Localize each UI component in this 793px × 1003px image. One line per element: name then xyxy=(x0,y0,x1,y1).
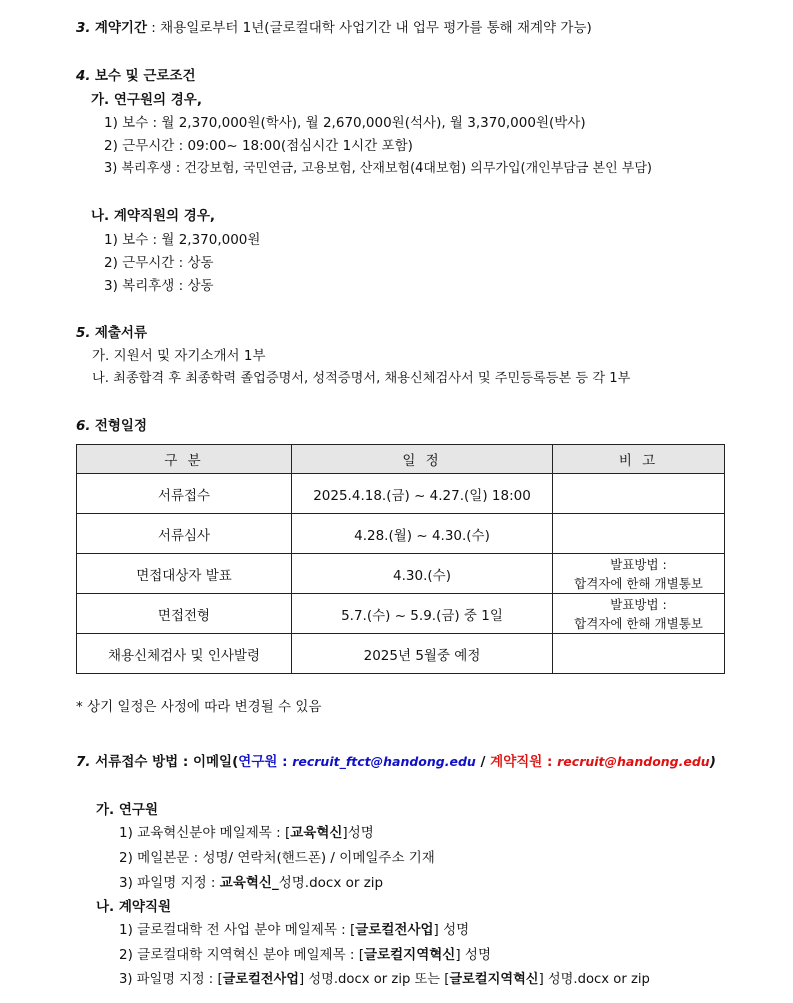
text-part: ] 성명 xyxy=(433,922,470,938)
section3-line xyxy=(76,19,592,37)
researcher-label: 연구원 : xyxy=(238,754,293,770)
section7-title: 서류접수 방법 : 이메일( xyxy=(95,754,239,770)
header-schedule: 일 정 xyxy=(292,445,553,474)
row-date: 5.7.(수) ~ 5.9.(금) 중 1일 xyxy=(292,594,553,634)
email-separator: / xyxy=(475,754,491,770)
section7-ga-heading: 가. 연구원 xyxy=(96,802,158,818)
section5-number: 5. xyxy=(76,325,91,341)
text-part: ] 성명 xyxy=(455,947,491,963)
section7-na-heading: 나. 계약직원 xyxy=(96,899,172,915)
table-row xyxy=(77,554,725,594)
section7-na-item-1 xyxy=(119,921,469,939)
row-note xyxy=(553,514,725,554)
text-part: ] 성명.docx or zip 또는 [ xyxy=(299,972,450,987)
section7-na-item-3 xyxy=(119,971,650,989)
section4-na-heading: 나. 계약직원의 경우, xyxy=(91,208,215,224)
section5-item-2: 나. 최종합격 후 최종학력 졸업증명서, 성적증명서, 채용신체검사서 및 주민등록등본 등 각 1부 xyxy=(92,371,631,386)
section5-title: 제출서류 xyxy=(94,325,147,341)
table-row xyxy=(77,514,725,554)
row-date: 2025.4.18.(금) ~ 4.27.(일) 18:00 xyxy=(292,474,553,514)
section3-number: 3. xyxy=(76,20,91,36)
section4-heading xyxy=(76,67,196,85)
text-part: ]성명 xyxy=(342,825,374,841)
bold-tag: 글로컬전사업 xyxy=(222,972,300,987)
section4-ga-item-2: 2) 근무시간 : 09:00~ 18:00(점심시간 1시간 포함) xyxy=(104,138,413,154)
header-note: 비 고 xyxy=(553,445,725,474)
row-note xyxy=(553,634,725,674)
section4-ga-heading: 가. 연구원의 경우, xyxy=(91,92,202,108)
row-stage: 채용신체검사 및 인사발령 xyxy=(77,634,292,674)
table-row xyxy=(77,594,725,634)
section4-na-item-2: 2) 근무시간 : 상동 xyxy=(104,255,214,271)
section3-separator: : xyxy=(147,20,161,36)
text-part: 3) 파일명 지정 : xyxy=(119,875,220,891)
section3-text: 채용일로부터 1년(글로컬대학 사업기간 내 업무 평가를 통해 재계약 가능) xyxy=(160,20,592,36)
table-header-row xyxy=(77,445,725,474)
row-stage: 면접전형 xyxy=(77,594,292,634)
row-date: 2025년 5월중 예정 xyxy=(292,634,553,674)
row-note xyxy=(553,554,725,594)
note-line-1: 발표방법 : xyxy=(610,596,667,612)
text-part: 3) 파일명 지정 : [ xyxy=(119,972,223,987)
section7-na-item-2 xyxy=(119,946,491,964)
bold-tag: 교육혁신_ xyxy=(219,875,279,891)
bold-tag: 글로컬전사업 xyxy=(355,922,434,938)
text-part: 2) 글로컬대학 지역혁신 분야 메일제목 : [ xyxy=(119,947,365,963)
text-part: ] 성명.docx or zip xyxy=(538,972,650,987)
section4-na-item-1: 1) 보수 : 월 2,370,000원 xyxy=(104,232,261,248)
section4-ga-item-1: 1) 보수 : 월 2,370,000원(학사), 월 2,670,000원(석사), 월 3,370,000원(박사) xyxy=(104,115,586,131)
staff-email-link[interactable]: recruit@handong.edu xyxy=(557,754,710,769)
schedule-table xyxy=(76,444,725,674)
row-stage: 면접대상자 발표 xyxy=(77,554,292,594)
row-note xyxy=(553,474,725,514)
section4-na-item-3: 3) 복리후생 : 상동 xyxy=(104,278,214,294)
table-row xyxy=(77,474,725,514)
note-line-2: 합격자에 한해 개별통보 xyxy=(574,615,703,631)
section4-ga-item-3: 3) 복리후생 : 건강보험, 국민연금, 고용보험, 산재보험(4대보험) 의무가입(개인부담금 본인 부담) xyxy=(104,161,652,176)
text-part: 성명.docx or zip xyxy=(278,875,384,891)
header-stage: 구 분 xyxy=(77,445,292,474)
section5-item-1: 가. 지원서 및 자기소개서 1부 xyxy=(92,348,266,364)
table-row xyxy=(77,634,725,674)
heading-close-paren: ) xyxy=(709,754,716,770)
note-line-1: 발표방법 : xyxy=(610,556,667,572)
row-date: 4.28.(월) ~ 4.30.(수) xyxy=(292,514,553,554)
section7-ga-item-2: 2) 메일본문 : 성명/ 연락처(핸드폰) / 이메일주소 기재 xyxy=(119,850,435,866)
section5-heading xyxy=(76,324,147,342)
row-stage: 서류접수 xyxy=(77,474,292,514)
schedule-footnote: * 상기 일정은 사정에 따라 변경될 수 있음 xyxy=(76,699,322,715)
row-note xyxy=(553,594,725,634)
section7-ga-item-1 xyxy=(119,824,374,842)
bold-tag: 교육혁신 xyxy=(290,825,343,841)
bold-tag: 글로컬지역혁신 xyxy=(449,972,539,987)
section6-title: 전형일정 xyxy=(94,418,147,434)
section3-title: 계약기간 xyxy=(94,20,147,36)
section7-ga-item-3 xyxy=(119,874,383,892)
bold-tag: 글로컬지역혁신 xyxy=(364,947,456,963)
section4-number: 4. xyxy=(76,68,91,84)
researcher-email-link[interactable]: recruit_ftct@handong.edu xyxy=(292,754,476,769)
section6-heading xyxy=(76,417,147,435)
row-date: 4.30.(수) xyxy=(292,554,553,594)
text-part: 1) 글로컬대학 전 사업 분야 메일제목 : [ xyxy=(119,922,356,938)
section7-number: 7. xyxy=(76,754,91,770)
section4-title: 보수 및 근로조건 xyxy=(94,68,196,84)
section6-number: 6. xyxy=(76,418,91,434)
staff-label: 계약직원 : xyxy=(490,754,558,770)
section7-heading xyxy=(76,753,716,771)
note-line-2: 합격자에 한해 개별통보 xyxy=(574,575,703,591)
text-part: 1) 교육혁신분야 메일제목 : [ xyxy=(119,825,291,841)
row-stage: 서류심사 xyxy=(77,514,292,554)
